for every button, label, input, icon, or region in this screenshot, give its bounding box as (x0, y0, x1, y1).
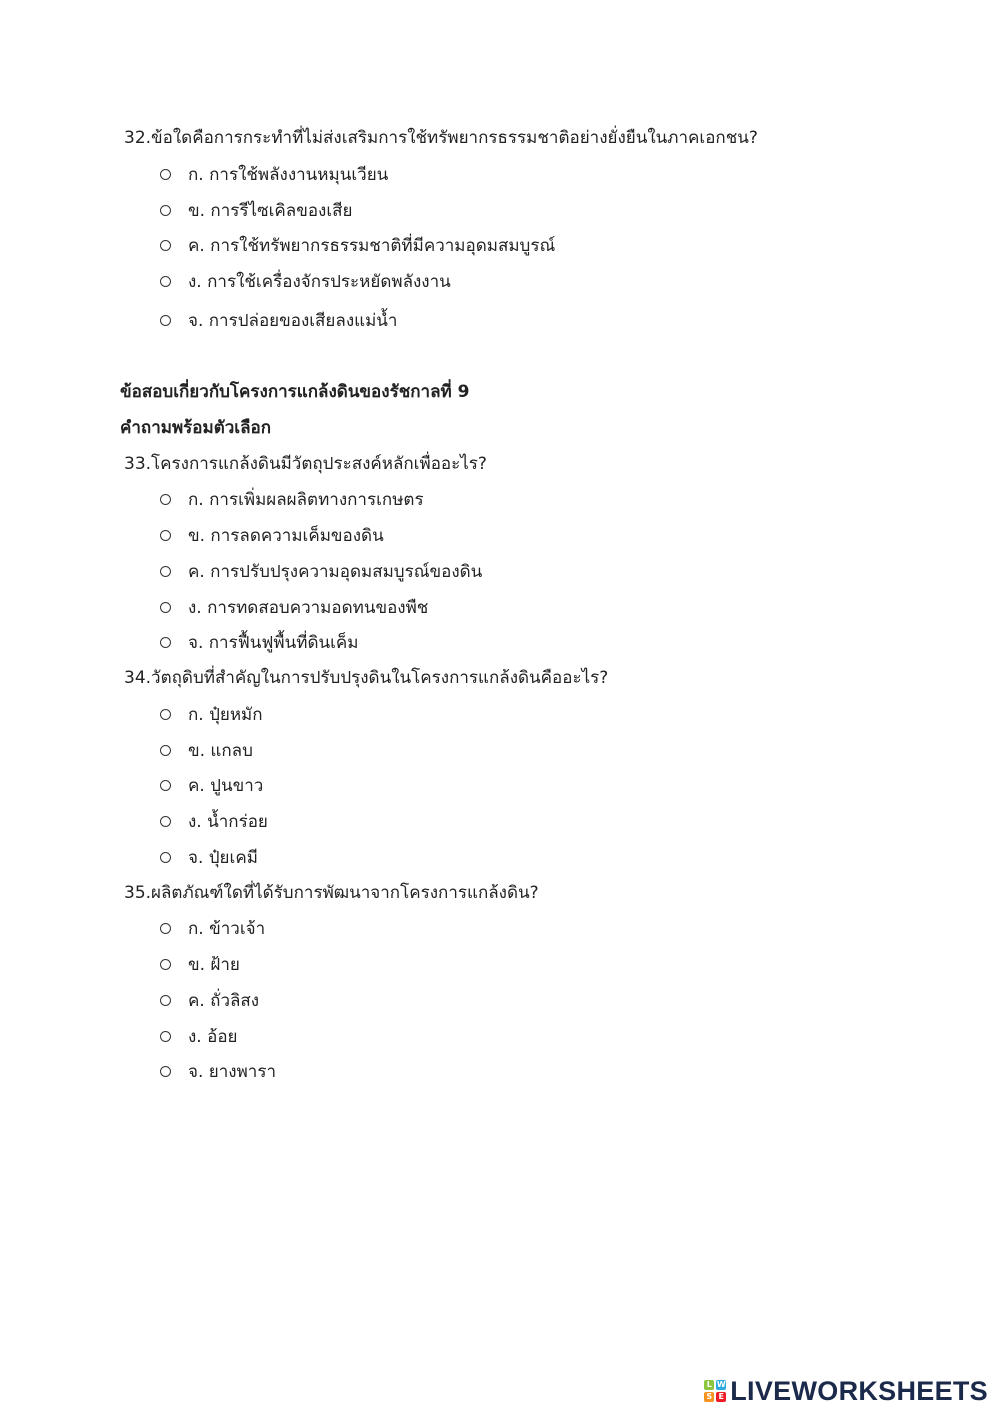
option-label: ค. ถั่วลิสง (188, 990, 260, 1011)
radio-icon[interactable] (160, 205, 171, 216)
radio-icon[interactable] (160, 276, 171, 287)
radio-icon[interactable] (160, 494, 171, 505)
option-label: ค. การใช้ทรัพยากรธรรมชาติที่มีความอุดมสมบูรณ์ (188, 235, 556, 256)
option-label: ง. การทดสอบความอดทนของพืช (188, 597, 429, 618)
radio-icon[interactable] (160, 566, 171, 577)
option-label: จ. การฟื้นฟูพื้นที่ดินเค็ม (188, 632, 359, 653)
question-33-option-c[interactable] (158, 559, 482, 583)
option-label: ข. การรีไซเคิลของเสีย (188, 200, 353, 221)
option-label: ก. ปุ๋ยหมัก (188, 704, 263, 725)
radio-icon[interactable] (160, 959, 171, 970)
question-33-option-a[interactable] (158, 487, 424, 511)
logo-text: LIVEWORKSHEETS (730, 1375, 988, 1406)
radio-icon[interactable] (160, 1066, 171, 1077)
question-32-option-e[interactable] (158, 308, 397, 332)
option-label: ง. น้ำกร่อย (188, 811, 268, 832)
question-35-option-a[interactable] (158, 916, 265, 940)
option-label: ก. การเพิ่มผลผลิตทางการเกษตร (188, 489, 424, 510)
radio-icon[interactable] (160, 852, 171, 863)
radio-icon[interactable] (160, 315, 171, 326)
question-33-option-b[interactable] (158, 523, 384, 547)
option-label: ข. ฝ้าย (188, 954, 240, 975)
option-label: ค. ปูนขาว (188, 775, 264, 796)
option-label: ข. การลดความเค็มของดิน (188, 525, 384, 546)
logo-mark-cell: W (716, 1380, 726, 1389)
radio-icon[interactable] (160, 816, 171, 827)
radio-icon[interactable] (160, 709, 171, 720)
question-32-option-c[interactable] (158, 233, 555, 257)
radio-icon[interactable] (160, 923, 171, 934)
liveworksheets-logo-icon (704, 1380, 726, 1402)
option-label: ข. แกลบ (188, 740, 253, 761)
question-34-option-e[interactable] (158, 845, 258, 869)
liveworksheets-logo (704, 1374, 988, 1408)
radio-icon[interactable] (160, 1031, 171, 1042)
option-label: ง. อ้อย (188, 1026, 238, 1047)
question-33-text: 33.โครงการแกล้งดินมีวัตถุประสงค์หลักเพื่ออะไร? (124, 454, 487, 474)
question-35-option-c[interactable] (158, 988, 259, 1012)
option-label: จ. การปล่อยของเสียลงแม่น้ำ (188, 310, 398, 331)
question-32-option-b[interactable] (158, 198, 353, 222)
radio-icon[interactable] (160, 240, 171, 251)
radio-icon[interactable] (160, 637, 171, 648)
question-33-option-d[interactable] (158, 595, 428, 619)
logo-mark-cell: S (704, 1392, 714, 1402)
option-label: ก. การใช้พลังงานหมุนเวียน (188, 164, 389, 185)
option-label: จ. ปุ๋ยเคมี (188, 847, 258, 868)
question-35-option-b[interactable] (158, 952, 240, 976)
question-33-option-e[interactable] (158, 630, 359, 654)
question-35-option-e[interactable] (158, 1059, 276, 1083)
question-35-text: 35.ผลิตภัณฑ์ใดที่ได้รับการพัฒนาจากโครงการแกล้งดิน? (124, 883, 539, 903)
option-label: ง. การใช้เครื่องจักรประหยัดพลังงาน (188, 271, 451, 292)
radio-icon[interactable] (160, 995, 171, 1006)
question-34-option-c[interactable] (158, 773, 263, 797)
question-34-option-d[interactable] (158, 809, 268, 833)
radio-icon[interactable] (160, 602, 171, 613)
section-subtitle: คำถามพร้อมตัวเลือก (120, 418, 272, 438)
question-34-text: 34.วัตถุดิบที่สำคัญในการปรับปรุงดินในโครงการแกล้งดินคืออะไร? (124, 668, 609, 688)
question-32-option-a[interactable] (158, 162, 388, 186)
question-35-option-d[interactable] (158, 1024, 238, 1048)
radio-icon[interactable] (160, 745, 171, 756)
option-label: ก. ข้าวเจ้า (188, 918, 266, 939)
radio-icon[interactable] (160, 780, 171, 791)
question-34-option-b[interactable] (158, 738, 253, 762)
logo-mark-cell: E (716, 1392, 726, 1402)
question-32-text: 32.ข้อใดคือการกระทำที่ไม่ส่งเสริมการใช้ทรัพยากรธรรมชาติอย่างยั่งยืนในภาคเอกชน? (124, 128, 758, 148)
radio-icon[interactable] (160, 169, 171, 180)
radio-icon[interactable] (160, 530, 171, 541)
question-34-option-a[interactable] (158, 702, 263, 726)
question-32-option-d[interactable] (158, 269, 451, 293)
option-label: ค. การปรับปรุงความอุดมสมบูรณ์ของดิน (188, 561, 483, 582)
section-title: ข้อสอบเกี่ยวกับโครงการแกล้งดินของรัชกาลที่ 9 (120, 382, 470, 402)
option-label: จ. ยางพารา (188, 1061, 277, 1082)
logo-mark-cell: L (704, 1380, 714, 1390)
